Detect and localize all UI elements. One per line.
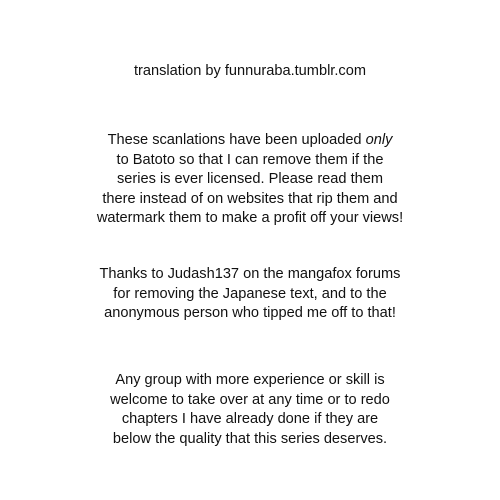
takeover-line-3: chapters I have already done if they are: [121, 411, 379, 427]
notice-line-3: series is ever licensed. Please read them: [116, 171, 384, 187]
takeover-line-4: below the quality that this series deserves.: [112, 430, 388, 447]
notice-line-1-text: These scanlations have been uploaded: [107, 132, 366, 148]
thanks-line-3: anonymous person who tipped me off to that!: [104, 305, 396, 321]
takeover-line-1: Any group with more experience or skill is: [115, 372, 385, 388]
upload-notice-paragraph: [0, 131, 500, 229]
notice-line-4: there instead of on websites that rip them and: [102, 190, 398, 207]
notice-line-1: [0, 131, 500, 151]
takeover-paragraph: [0, 371, 500, 449]
translation-credit: [0, 62, 500, 82]
translation-credit-text: translation by funnuraba.tumblr.com: [133, 63, 366, 79]
thanks-paragraph: [0, 265, 500, 324]
thanks-line-1: Thanks to Judash137 on the mangafox forums: [99, 266, 401, 282]
notice-emphasis-only: only: [365, 132, 393, 148]
thanks-line-2: for removing the Japanese text, and to the: [113, 285, 387, 302]
notice-line-2: to Batoto so that I can remove them if the: [116, 151, 384, 168]
notice-line-5: watermark them to make a profit off your views!: [96, 210, 404, 226]
takeover-line-2: welcome to take over at any time or to redo: [110, 391, 390, 408]
